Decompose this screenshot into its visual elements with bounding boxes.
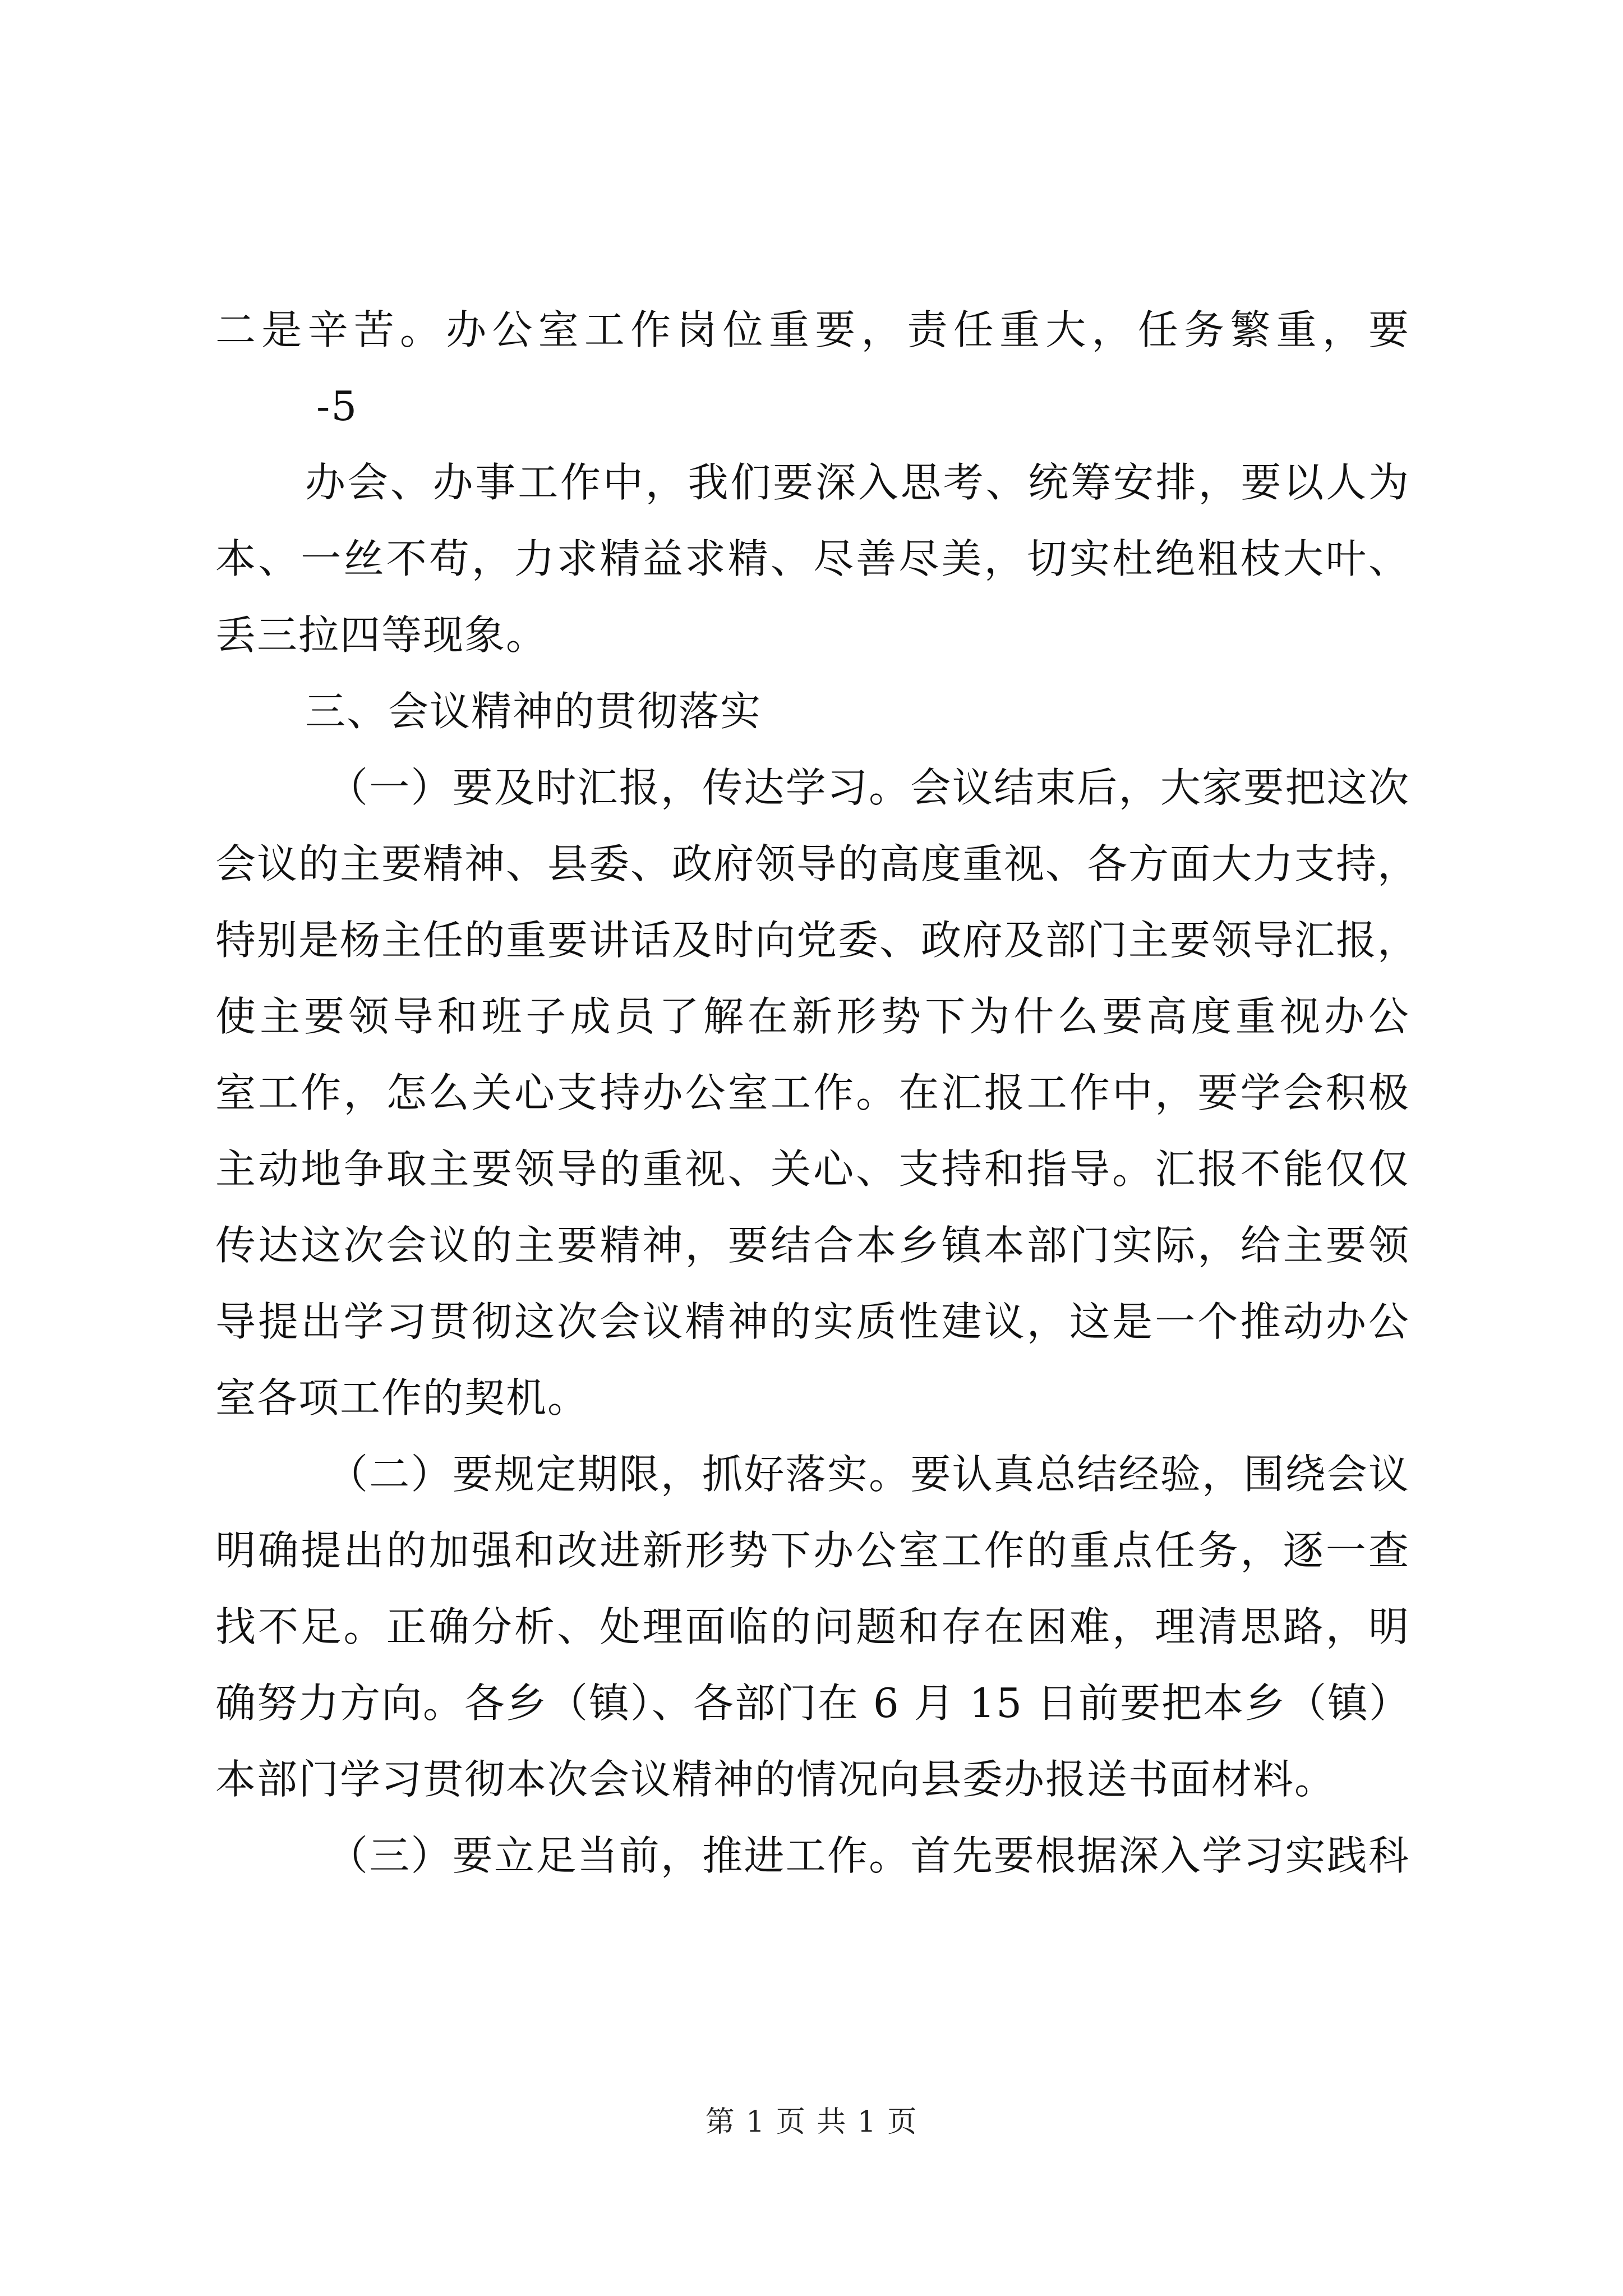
paragraph-line: 主动地争取主要领导的重视、关心、支持和指导。汇报不能仅仅	[215, 1145, 1410, 1193]
paragraph-line: 传达这次会议的主要精神，要结合本乡镇本部门实际，给主要领	[215, 1222, 1410, 1269]
paragraph-line: 二是辛苦。办公室工作岗位重要，责任重大，任务繁重，要	[215, 306, 1410, 353]
paragraph-line: 本部门学习贯彻本次会议精神的情况向县委办报送书面材料。	[215, 1756, 1336, 1803]
paragraph-line: 导提出学习贯彻这次会议精神的实质性建议，这是一个推动办公	[215, 1298, 1410, 1345]
page-footer: 第 1 页 共 1 页	[705, 2105, 918, 2139]
paragraph-line: （二）要规定期限，抓好落实。要认真总结经验，围绕会议	[328, 1451, 1410, 1498]
paragraph-line: （一）要及时汇报，传达学习。会议结束后，大家要把这次	[328, 764, 1410, 811]
paragraph-line: 室工作，怎么关心支持办公室工作。在汇报工作中，要学会积极	[215, 1069, 1410, 1116]
paragraph-line: 特别是杨主任的重要讲话及时向党委、政府及部门主要领导汇报，	[215, 917, 1419, 964]
paragraph-line: 丢三拉四等现象。	[215, 611, 548, 659]
paragraph-line: （三）要立足当前，推进工作。首先要根据深入学习实践科	[328, 1832, 1410, 1879]
paragraph-line: 办会、办事工作中，我们要深入思考、统筹安排，要以人为	[305, 459, 1410, 506]
document-body	[215, 292, 1419, 1894]
paragraph-line: 确努力方向。各乡（镇）、各部门在 6 月 15 日前要把本乡（镇）	[215, 1680, 1410, 1727]
paragraph-line: 本、一丝不苟，力求精益求精、尽善尽美，切实杜绝粗枝大叶、	[215, 535, 1410, 582]
paragraph-line: 室各项工作的契机。	[215, 1374, 589, 1421]
paragraph-line: 使主要领导和班子成员了解在新形势下为什么要高度重视办公	[215, 993, 1410, 1040]
paragraph-line: 找不足。正确分析、处理面临的问题和存在困难，理清思路，明	[215, 1603, 1410, 1650]
paragraph-line: 明确提出的加强和改进新形势下办公室工作的重点任务，逐一查	[215, 1527, 1410, 1574]
paragraph-line: 会议的主要精神、县委、政府领导的高度重视、各方面大力支持，	[215, 840, 1419, 887]
page-number-mark: -5	[316, 383, 358, 430]
section-heading: 三、会议精神的贯彻落实	[305, 688, 762, 735]
